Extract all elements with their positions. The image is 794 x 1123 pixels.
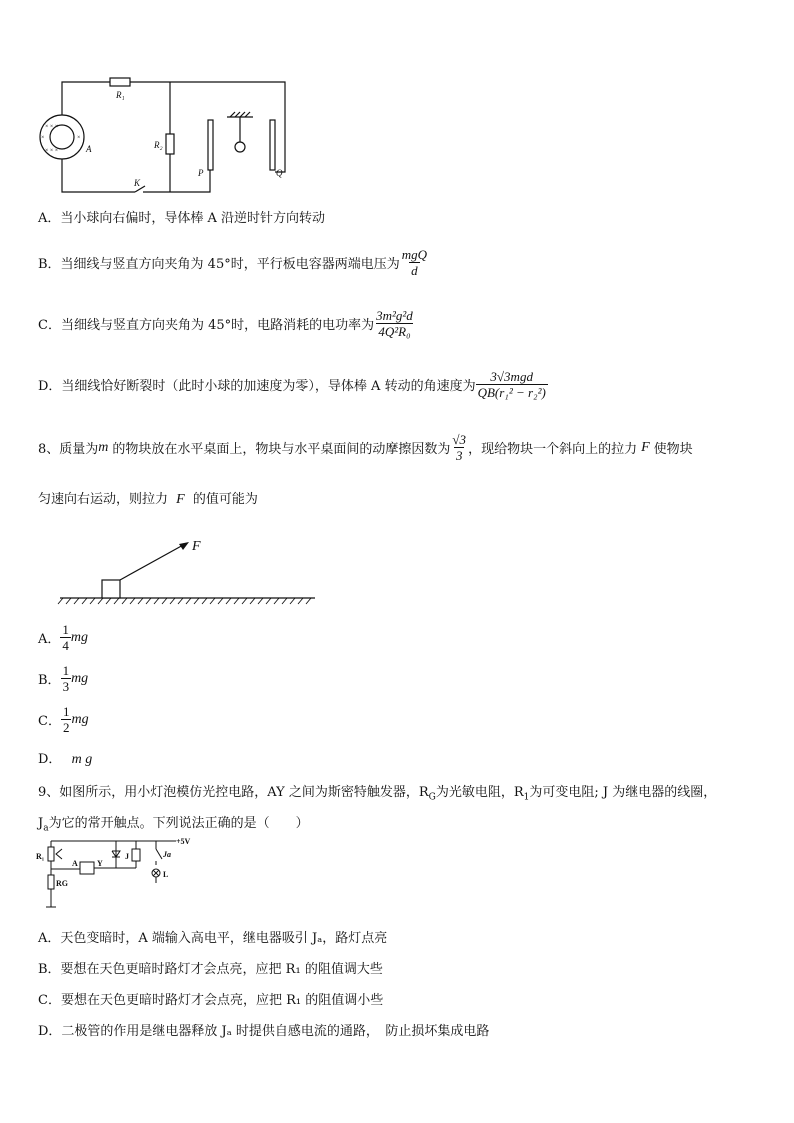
fraction-numerator: 1 [62,704,70,719]
q8-option-d [38,748,92,768]
q8-stem-part1: 8、质量为 [38,442,99,457]
q9-sub-g: G [428,792,436,803]
q8-var-f: F [641,439,650,455]
q7-option-c [38,308,415,339]
v-label: +5V [176,837,191,846]
force-label: F [192,539,201,554]
q9-option-d: D．二极管的作用是继电器释放 Jₐ 时提供自感电流的通路， 防止损坏集成电路 [38,1024,490,1039]
fraction-numerator: 3√3mgd [490,369,533,384]
rg-label: RG [56,879,68,888]
option-letter: D． [38,752,62,767]
q7-option-a: A．当小球向右偏时，导体棒 A 沿逆时针方向转动 [38,211,326,226]
q8-var-f-2: F [176,492,185,507]
option-fraction [61,704,72,735]
q-label: Q [276,168,283,178]
q7-option-d-text: D．当细线恰好断裂时（此时小球的加速度为零），导体棒 A 转动的角速度为 [38,379,476,394]
svg-text:×: × [77,135,81,141]
k-label: K [134,178,141,188]
q9-option-c: C．要想在天色更暗时路灯才会点亮，应把 R₁ 的阻值调小些 [38,993,384,1008]
a-label: A [86,144,92,154]
q8-stem-part2: 的物块放在水平桌面上，物块与水平桌面间的动摩擦因数为 [112,442,451,457]
q9-stem-line2 [38,812,309,834]
l-label: L [163,870,169,879]
q8-stem-line2-a: 匀速向右运动，则拉力 [38,492,169,507]
svg-text:× × ×: × × × [45,148,59,154]
q8-mu-fraction [450,432,468,463]
q9-circuit-diagram [36,835,206,917]
q8-option-a [38,622,88,653]
q7-circuit-diagram [30,70,310,200]
q8-stem-line2-b: 的值可能为 [192,492,258,507]
q9-sub-1: 1 [523,792,530,803]
option-tail: mg [70,629,89,645]
q7-option-c-text: C．当细线与竖直方向夹角为 45°时，电路消耗的电功率为 [38,318,375,333]
option-fraction [60,622,71,653]
q9-stem-line1-b: 为光敏电阻，R [435,785,524,800]
r2-label: R₂ [154,140,163,150]
q8-stem-part3: ，现给物块一个斜向上的拉力 [468,442,638,457]
q8-stem-line2 [38,488,258,508]
svg-text:× × ×: × × × [45,124,59,130]
option-tail: mg [71,670,89,686]
fraction-numerator: 1 [62,663,70,678]
option-letter: B． [38,673,61,688]
fraction-numerator: √3 [452,432,467,447]
p-label: P [198,168,204,178]
fraction-denominator: 2 [62,720,70,735]
fraction-denominator: 4 [62,638,69,653]
q7-option-c-fraction [374,308,415,339]
q9-stem-line2-b: 为它的常开触点。下列说法正确的是（ ） [48,816,309,831]
fraction-numerator: 1 [62,622,69,637]
q8-force-diagram [55,530,320,610]
q8-option-b [38,663,88,694]
option-letter: C． [38,714,61,729]
option-fraction [61,663,72,694]
q9-option-b: B．要想在天色更暗时路灯才会点亮，应把 R₁ 的阻值调大些 [38,962,383,977]
fraction-denominator: QB(r₁² − r₂²) [477,385,546,400]
fraction-denominator: 3 [455,448,463,463]
q7-option-d [38,369,548,400]
fraction-numerator: mgQ [401,247,428,262]
q9-stem-line1-a: 9、如图所示，用小灯泡模仿光控电路，AY 之间为斯密特触发器，R [38,785,429,800]
q9-stem-line1-c: 为可变电阻; J 为继电器的线圈， [529,785,717,800]
ja-label: Ja [163,850,171,859]
fraction-denominator: 3 [62,679,70,694]
a-label: A [72,859,78,868]
fraction-numerator: 3m²g²d [376,308,413,323]
r1-label: R₁ [36,852,45,861]
fraction-denominator: d [411,263,418,278]
q9-stem-line2-a: J [38,816,44,831]
q7-option-b-text: B．当细线与竖直方向夹角为 45°时，平行板电容器两端电压为 [38,257,400,272]
q7-option-d-fraction [476,369,548,400]
q9-option-a: A．天色变暗时，A 端输入高电平，继电器吸引 Jₐ，路灯点亮 [38,931,388,946]
svg-text:×: × [41,135,45,141]
r1-label: R₁ [116,90,125,100]
option-tail: mg [71,711,89,727]
q9-stem-line1 [38,781,716,803]
q8-stem-part4: 使物块 [653,442,693,457]
q8-var-m: m [98,439,109,455]
q9-sub-a: a [43,823,49,834]
option-letter: A． [38,632,61,647]
q7-option-b [38,247,429,278]
q8-option-c [38,704,89,735]
q7-option-b-fraction [400,247,429,278]
j-label: J [125,852,129,861]
q8-stem-line1 [38,432,693,463]
y-label: Y [97,859,103,868]
fraction-denominator: 4Q²R₀ [378,324,411,339]
option-tail: m g [71,752,93,767]
